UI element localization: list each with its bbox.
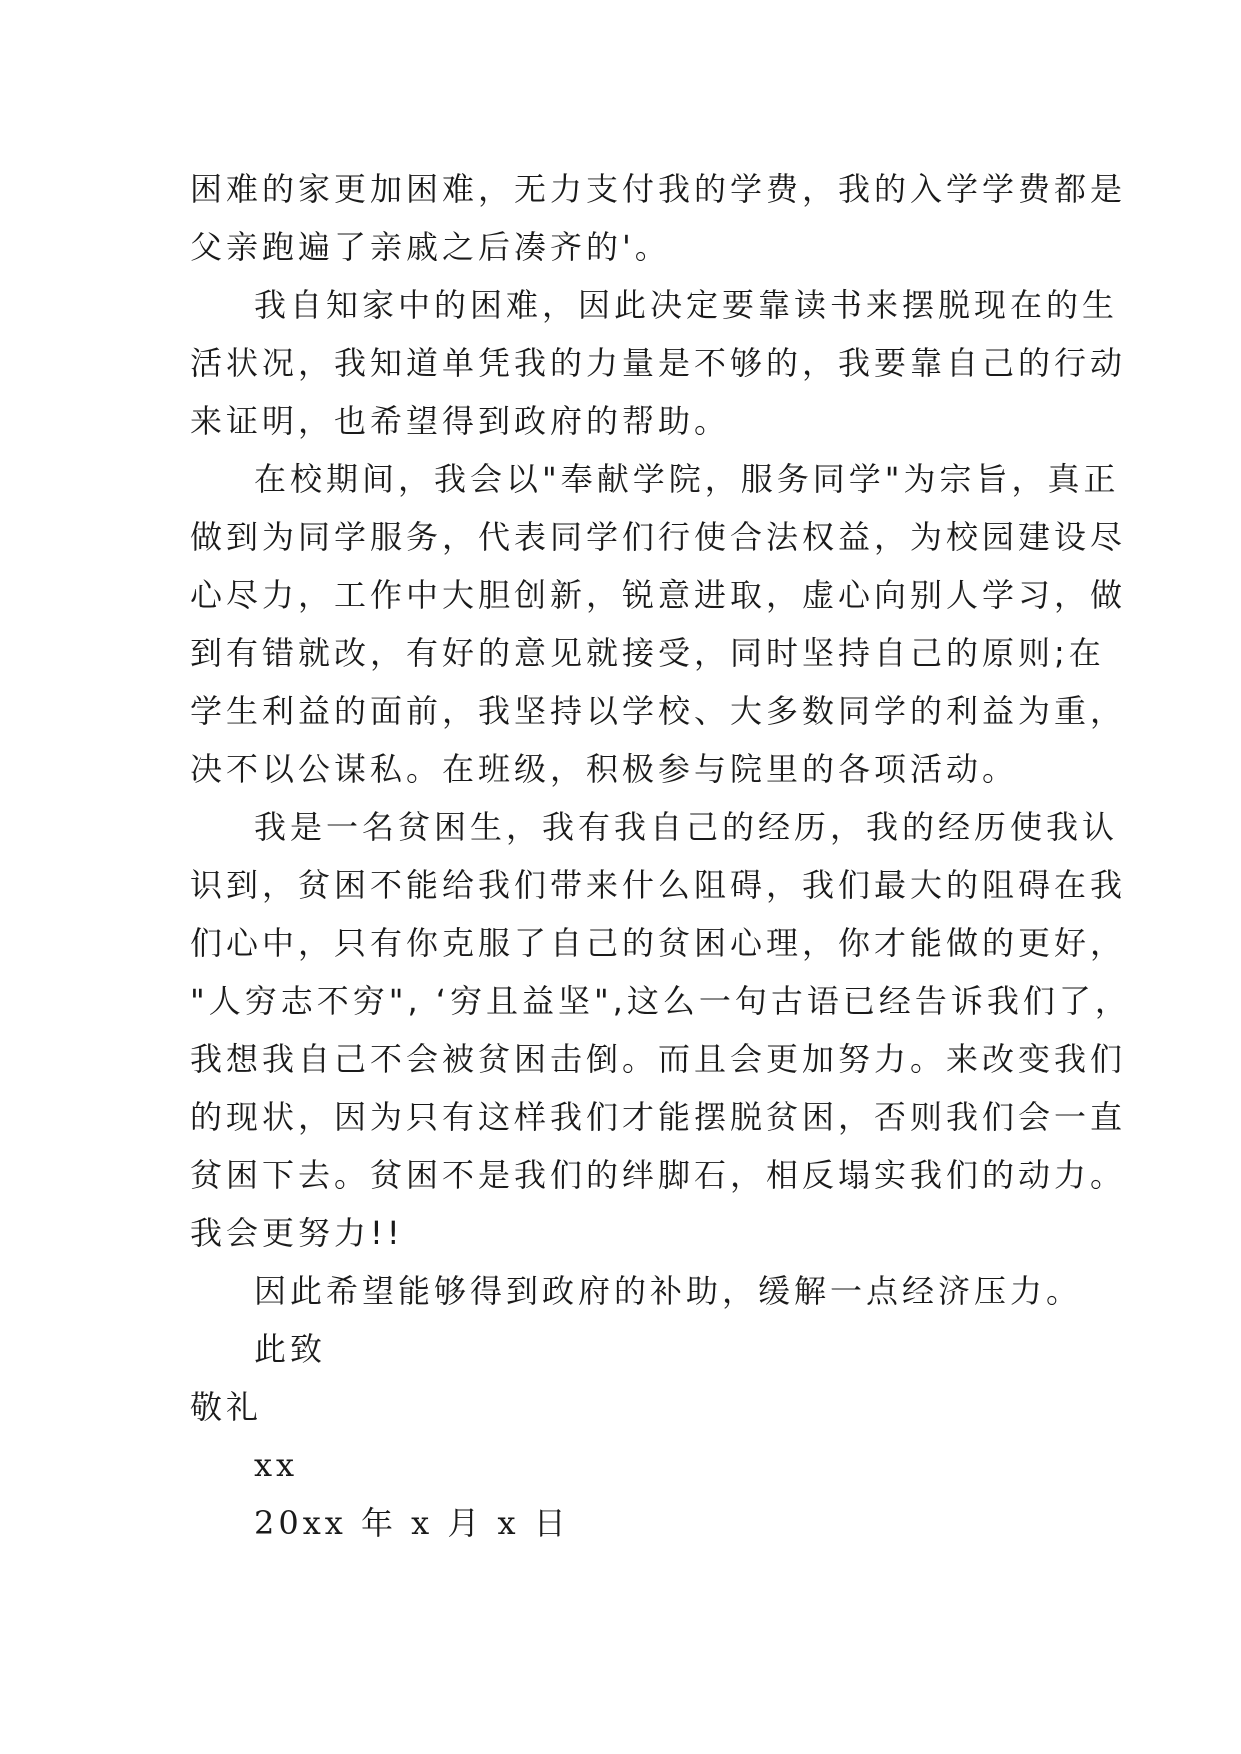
letter-line: 来证明，也希望得到政府的帮助。 xyxy=(190,402,731,440)
letter-line: "人穷志不穷", ‘穷且益坚",这么一句古语已经告诉我们了， xyxy=(190,982,1131,1020)
letter-line: 决不以公谋私。在班级，积极参与院里的各项活动。 xyxy=(190,750,1019,788)
letter-line: 贫困下去。贫困不是我们的绊脚石，相反塌实我们的动力。 xyxy=(190,1156,1127,1194)
letter-line: 我会更努力!! xyxy=(190,1214,404,1252)
letter-line: 我自知家中的困难，因此决定要靠读书来摆脱现在的生 xyxy=(254,286,1119,324)
letter-line: 识到，贫困不能给我们带来什么阻碍，我们最大的阻碍在我 xyxy=(190,866,1127,904)
letter-line: 父亲跑遍了亲戚之后凑齐的'。 xyxy=(190,228,671,266)
letter-line: 到有错就改，有好的意见就接受，同时坚持自己的原则;在 xyxy=(190,634,1105,672)
letter-line: 做到为同学服务，代表同学们行使合法权益，为校园建设尽 xyxy=(190,518,1127,556)
letter-line: 因此希望能够得到政府的补助，缓解一点经济压力。 xyxy=(254,1272,1083,1310)
letter-line: 心尽力，工作中大胆创新，锐意进取，虚心向别人学习，做 xyxy=(190,576,1127,614)
letter-line: 我是一名贫困生，我有我自己的经历，我的经历使我认 xyxy=(254,808,1119,846)
letter-line: 困难的家更加困难，无力支付我的学费，我的入学学费都是 xyxy=(190,170,1127,208)
letter-body xyxy=(190,160,1131,1552)
letter-line: 的现状，因为只有这样我们才能摆脱贫困，否则我们会一直 xyxy=(190,1098,1127,1136)
salutation-line: 敬礼 xyxy=(190,1388,263,1426)
closing-line: 此致 xyxy=(254,1330,327,1368)
letter-line: 学生利益的面前，我坚持以学校、大多数同学的利益为重， xyxy=(190,692,1127,730)
signature-date: 20xx 年 x 月 x 日 xyxy=(254,1504,570,1542)
letter-line: 我想我自己不会被贫困击倒。而且会更加努力。来改变我们 xyxy=(190,1040,1127,1078)
letter-line: 活状况，我知道单凭我的力量是不够的，我要靠自己的行动 xyxy=(190,344,1127,382)
letter-line: 们心中，只有你克服了自己的贫困心理，你才能做的更好， xyxy=(190,924,1127,962)
signature-name: xx xyxy=(254,1446,299,1484)
letter-line: 在校期间，我会以"奉献学院，服务同学"为宗旨，真正 xyxy=(254,460,1120,498)
